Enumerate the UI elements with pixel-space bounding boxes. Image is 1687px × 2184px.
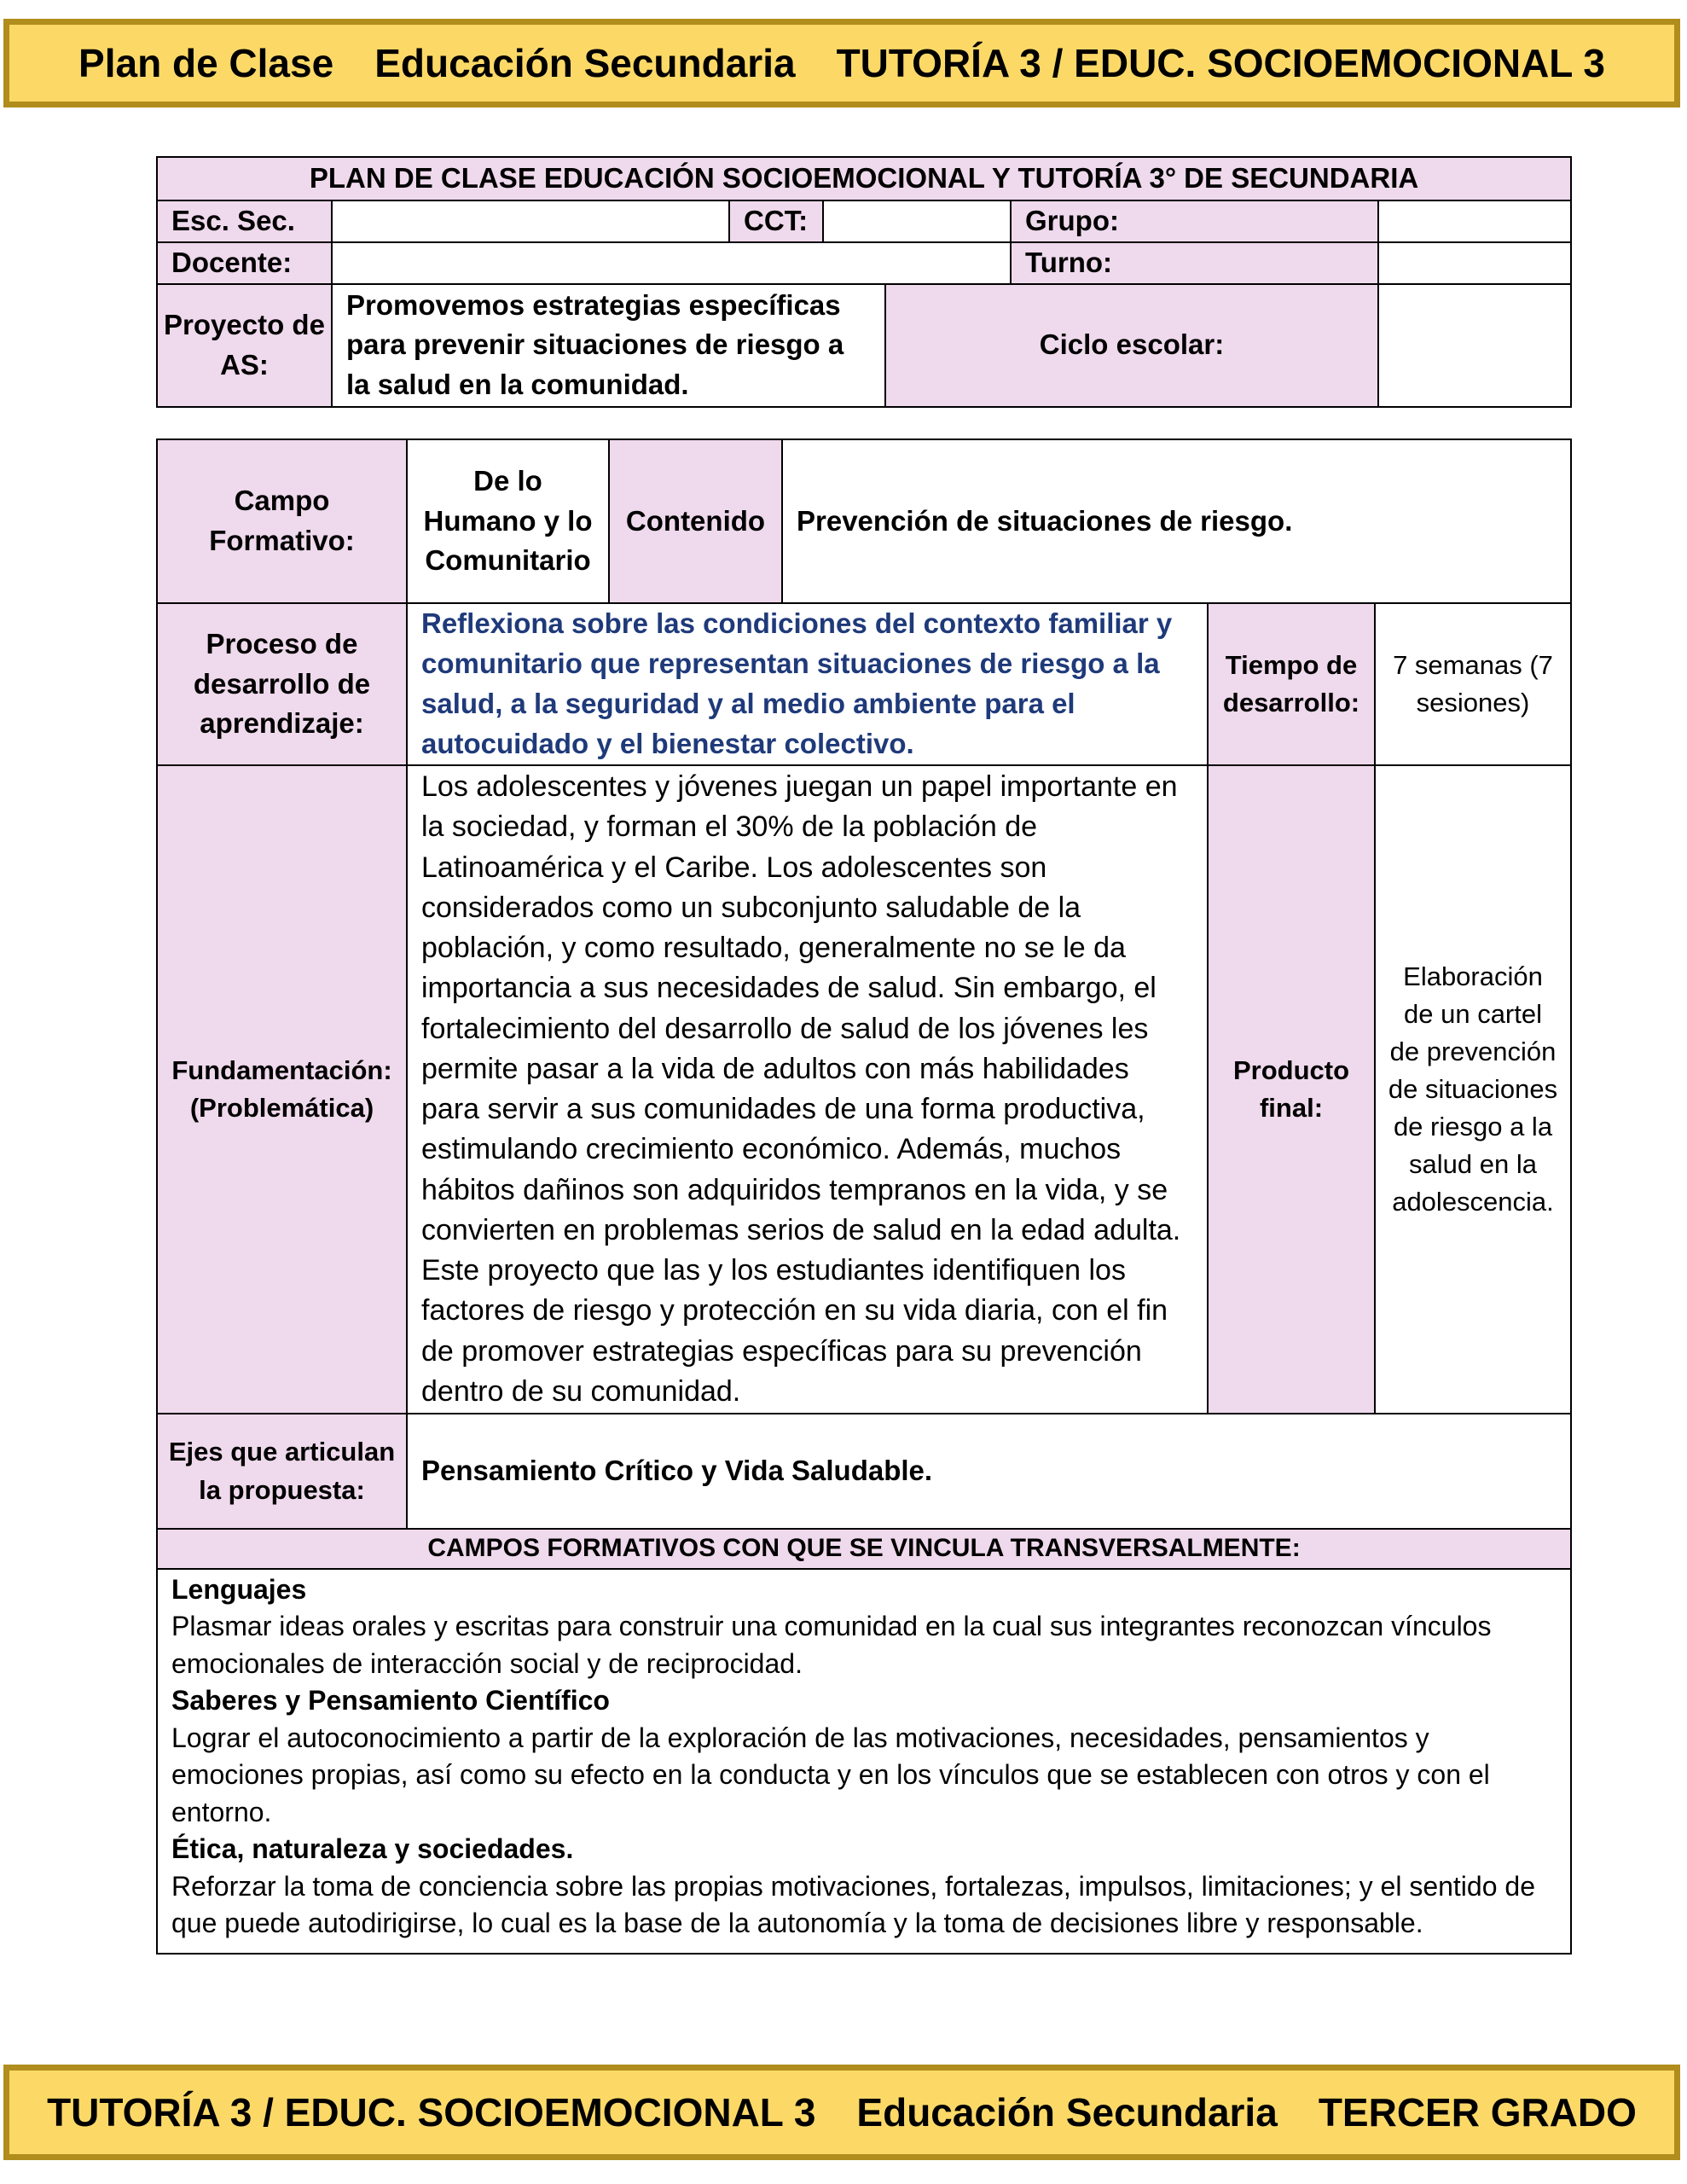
contenido-value: Prevención de situaciones de riesgo. <box>782 439 1571 603</box>
docente-field[interactable] <box>332 242 1011 284</box>
footer-level-label: Educación Secundaria <box>856 2090 1278 2135</box>
proyecto-label: Proyecto de AS: <box>157 284 332 407</box>
info-table-title: PLAN DE CLASE EDUCACIÓN SOCIOEMOCIONAL Y TUTORÍA 3° DE SECUNDARIA <box>157 157 1571 200</box>
header-plan-label: Plan de Clase <box>78 41 334 85</box>
campo-lenguajes-text: Plasmar ideas orales y escritas para construir una comunidad en la cual sus integrantes reconozcan vínculos emocionales de interacción social y de reciprocidad. <box>171 1611 1492 1679</box>
campo-saberes-title: Saberes y Pensamiento Científico <box>171 1685 610 1716</box>
campos-transversales-header: CAMPOS FORMATIVOS CON QUE SE VINCULA TRANSVERSALMENTE: <box>157 1529 1571 1569</box>
esc-sec-label: Esc. Sec. <box>157 200 332 242</box>
fundamentacion-value: Los adolescentes y jóvenes juegan un papel importante en la sociedad, y forman el 30% de la población de Latinoamérica y el Caribe. Los adolescentes son considerados como un subconjunto saludable de la población, y como resultado, generalmente no se le da importancia a sus necesidades de salud. Sin embargo, el fortalecimiento del desarrollo de salud de los jóvenes les permite pasar a la vida de adultos con más habilidades para servir a sus comunidades de una forma productiva, estimulando crecimiento económico. Además, muchos hábitos dañinos son adquiridos tempranos en la vida, y se convierten en problemas serios de salud en la edad adulta. Este proyecto que las y los estudiantes identifiquen los factores de riesgo y protección en su vida diaria, con el fin de promover estrategias específicas para su prevención dentro de su comunidad. <box>407 765 1208 1414</box>
footer-subject-label: TUTORÍA 3 / EDUC. SOCIOEMOCIONAL 3 <box>47 2090 816 2135</box>
cct-field[interactable] <box>823 200 1011 242</box>
ciclo-label: Ciclo escolar: <box>885 284 1378 407</box>
grupo-label: Grupo: <box>1011 200 1378 242</box>
producto-label: Producto final: <box>1208 765 1375 1414</box>
turno-label: Turno: <box>1011 242 1378 284</box>
plan-table <box>156 439 1572 1955</box>
campo-etica-title: Ética, naturaleza y sociedades. <box>171 1833 574 1865</box>
header-level-label: Educación Secundaria <box>374 41 796 85</box>
proceso-label: Proceso de desarrollo de aprendizaje: <box>157 603 407 765</box>
campo-lenguajes-title: Lenguajes <box>171 1573 307 1605</box>
fundamentacion-label: Fundamentación: (Problemática) <box>157 765 407 1414</box>
campo-formativo-value: De lo Humano y lo Comunitario <box>407 439 609 603</box>
turno-field[interactable] <box>1378 242 1571 284</box>
info-table <box>156 156 1572 408</box>
header-subject-label: TUTORÍA 3 / EDUC. SOCIOEMOCIONAL 3 <box>836 41 1605 85</box>
grupo-field[interactable] <box>1378 200 1571 242</box>
tiempo-label: Tiempo de desarrollo: <box>1208 603 1375 765</box>
footer-grade-label: TERCER GRADO <box>1318 2090 1637 2135</box>
tiempo-value: 7 semanas (7 sesiones) <box>1375 603 1571 765</box>
header-banner <box>3 19 1680 107</box>
docente-label: Docente: <box>157 242 332 284</box>
producto-value: Elaboración de un cartel de prevención de situaciones de riesgo a la salud en la adolescencia. <box>1375 765 1571 1414</box>
esc-sec-field[interactable] <box>332 200 729 242</box>
cct-label: CCT: <box>729 200 823 242</box>
campos-transversales-body <box>157 1569 1571 1954</box>
campo-formativo-label: Campo Formativo: <box>157 439 407 603</box>
proceso-value: Reflexiona sobre las condiciones del contexto familiar y comunitario que representan situaciones de riesgo a la salud, a la seguridad y al medio ambiente para el autocuidado y el bienestar colectivo. <box>407 603 1208 765</box>
footer-banner <box>3 2065 1680 2160</box>
proyecto-value: Promovemos estrategias específicas para prevenir situaciones de riesgo a la salud en la comunidad. <box>332 284 885 407</box>
contenido-label: Contenido <box>609 439 782 603</box>
campo-saberes-text: Lograr el autoconocimiento a partir de la exploración de las motivaciones, necesidades, pensamientos y emociones propias, así como su efecto en la conducta y en los vínculos que se establecen con otros y con el entorno. <box>171 1722 1490 1827</box>
ejes-value: Pensamiento Crítico y Vida Saludable. <box>407 1414 1571 1529</box>
ejes-label: Ejes que articulan la propuesta: <box>157 1414 407 1529</box>
ciclo-field[interactable] <box>1378 284 1571 407</box>
campo-etica-text: Reforzar la toma de conciencia sobre las propias motivaciones, fortalezas, impulsos, limitaciones; y el sentido de que puede autodirigirse, lo cual es la base de la autonomía y la toma de decisiones libre y responsable. <box>171 1870 1535 1939</box>
